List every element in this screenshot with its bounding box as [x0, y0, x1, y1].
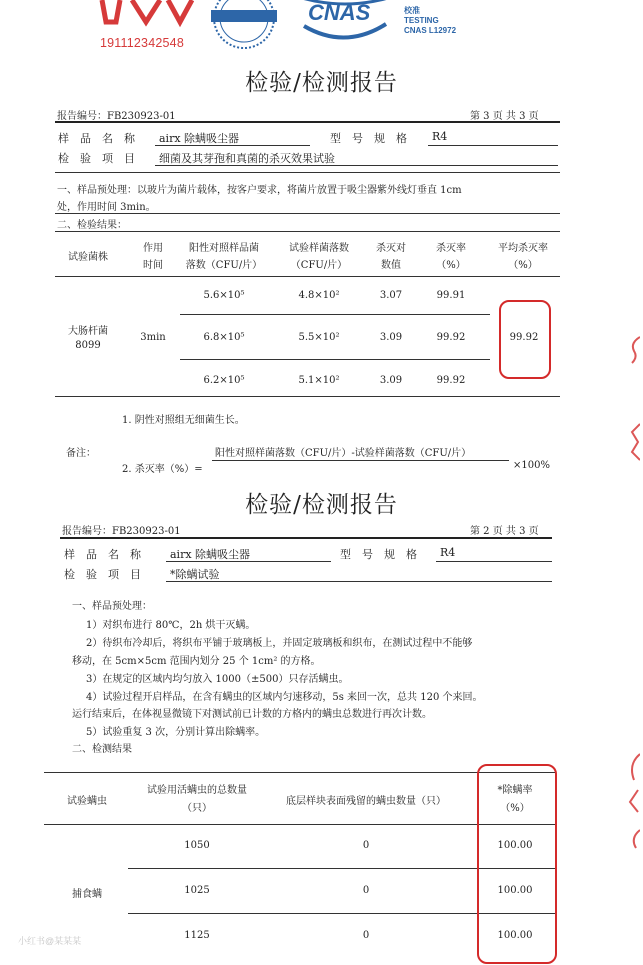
t1-row1-pos: 5.6×10⁵: [203, 290, 245, 301]
report1-formula-numerator: 阳性对照样菌落数（CFU/片）-试验样菌落数（CFU/片）: [215, 448, 472, 459]
t2-row1-total: 1050: [184, 840, 210, 851]
t2-mite-name: 捕食螨: [72, 889, 102, 900]
report1-note-2: 2. 杀灭率（%）=: [122, 464, 203, 475]
t2-header-residual: 底层样块表面残留的螨虫数量（只）: [286, 796, 446, 807]
report1-formula-times: ×100%: [513, 460, 550, 471]
t1-row2-log: 3.09: [379, 332, 403, 343]
report2-item-underline: [166, 581, 552, 582]
cnas-sub3: CNAS L12972: [404, 26, 457, 35]
cnas-logo: [300, 0, 390, 46]
t1-header-time-1: 作用: [143, 243, 163, 254]
t1-row3-log: 3.09: [379, 375, 403, 386]
report2-model-underline: [436, 561, 552, 562]
report1-table-top-rule: [55, 231, 560, 232]
t1-row3-pos: 6.2×10⁵: [203, 375, 245, 386]
t2-header-total: [128, 782, 266, 818]
report1-model-value: R4: [432, 130, 448, 143]
t1-row2-pos: 6.8×10⁵: [203, 332, 245, 343]
ilac-logo: [205, 0, 283, 52]
t1-header-time: [128, 240, 178, 274]
t1-average-value: 99.92: [509, 332, 539, 343]
t2-header-rate-2: （%）: [500, 803, 530, 814]
report1-title: 检验/检测报告: [245, 70, 398, 96]
report1-results-title: 二、检验结果：: [57, 220, 127, 231]
t1-header-rate-1: 杀灭率: [436, 243, 466, 254]
report2-step-1: 1）对织布进行 80℃，2h 烘干灭螨。: [86, 620, 256, 631]
t2-row3-total: 1125: [184, 930, 210, 941]
t2-row1-rate: 100.00: [497, 840, 533, 851]
report2-step-5: 5）试验重复 3 次，分别计算出除螨率。: [86, 727, 266, 738]
stamp-fragment-bottom: [626, 750, 640, 850]
report1-item-underline: [155, 165, 558, 166]
cnas-swoosh-icon: [300, 0, 390, 46]
report1-formula-bar: [212, 460, 509, 461]
report2-step-3: 3）在规定的区域内均匀放入 1000（±500）只存活螨虫。: [86, 674, 349, 685]
t1-row3-test: 5.1×10²: [298, 375, 340, 386]
report1-name-label: 样 品 名 称: [58, 132, 135, 145]
stamp-fragment-top: [628, 335, 640, 365]
t1-row2-rate: 99.92: [436, 332, 466, 343]
report1-model-label: 型 号 规 格: [330, 132, 407, 145]
t1-header-average: [487, 240, 559, 274]
t1-row1-rule: [180, 314, 490, 315]
t2-row3-rate: 100.00: [497, 930, 533, 941]
report2-name-label: 样 品 名 称: [64, 548, 141, 561]
report1-item-value: 细菌及其芽孢和真菌的杀灭效果试验: [159, 152, 335, 165]
report2-name-value: airx 除螨吸尘器: [170, 548, 251, 561]
t1-row1-log: 3.07: [379, 290, 403, 301]
t2-header-total-2: （只）: [182, 803, 212, 814]
t1-bottom-rule: [55, 396, 560, 397]
cnas-sub1: 校准: [404, 6, 420, 15]
t1-header-positive-2: 落数（CFU/片）: [185, 260, 263, 271]
report1-name-value: airx 除螨吸尘器: [159, 132, 240, 145]
t1-row3-rate: 99.92: [436, 375, 466, 386]
report2-step-4: 4）试验过程开启样品，在含有螨虫的区域内匀速移动，5s 来回一次，总共 120 个来回。: [86, 692, 483, 703]
report2-page: 第 2 页 共 3 页: [470, 526, 539, 537]
stamp-fragment-mid: [630, 422, 640, 462]
report2-model-value: R4: [440, 546, 456, 559]
t1-header-log-1: 杀灭对: [376, 243, 406, 254]
t1-strain-code: 8099: [75, 340, 101, 351]
report2-step-2-cont: 移动，在 5cm×5cm 范围内划分 25 个 1cm² 的方格。: [72, 656, 321, 667]
report2-name-underline: [166, 561, 331, 562]
report2-number: 报告编号：FB230923-01: [62, 526, 181, 537]
t1-header-test: [270, 240, 368, 274]
t1-header-test-1: 试验样菌落数: [289, 243, 349, 254]
report1-note-label: 备注：: [66, 448, 96, 459]
t1-header-strain: 试验菌株: [68, 252, 108, 263]
t1-header-log-2: 数值: [381, 260, 401, 271]
t1-header-log: [366, 240, 416, 274]
t2-row3-residual: 0: [362, 930, 370, 941]
report2-results-title: 二、检测结果: [72, 744, 132, 755]
watermark: 小红书@某某某: [18, 936, 82, 946]
report1-note-1: 1. 阴性对照组无细菌生长。: [122, 415, 245, 426]
cma-logo: [98, 0, 194, 55]
report1-pretreat-line2: 处，作用时间 3min。: [57, 202, 156, 213]
report1-header-rule: [55, 172, 560, 173]
report1-name-underline: [155, 145, 310, 146]
report1-number: 报告编号：FB230923-01: [57, 111, 176, 122]
cnas-sub2: TESTING: [404, 16, 439, 25]
t2-row2-total: 1025: [184, 885, 210, 896]
t1-row1-rate: 99.91: [436, 290, 466, 301]
t1-strain-name: 大肠杆菌: [68, 326, 108, 337]
t1-time: 3min: [140, 332, 166, 343]
t1-row2-test: 5.5×10²: [298, 332, 340, 343]
report1-item-label: 检 验 项 目: [58, 152, 135, 165]
t1-row1-test: 4.8×10²: [298, 290, 340, 301]
report1-pretreat-line1: 一、样品预处理：以玻片为菌片载体，按客户要求，将菌片放置于吸尘器紫外线灯垂直 1cm: [57, 185, 462, 196]
t1-average-highlight: [499, 300, 551, 379]
t1-header-test-2: （CFU/片）: [290, 260, 348, 271]
svg-text:CNAS: CNAS: [308, 0, 371, 25]
report1-model-underline: [428, 145, 558, 146]
report2-title: 检验/检测报告: [245, 492, 398, 518]
cma-logo-mark: [98, 0, 194, 30]
report2-item-label: 检 验 项 目: [64, 568, 141, 581]
cma-number: 191112342548: [100, 36, 184, 50]
report2-step-4-cont: 运行结束后，在体视显微镜下对测试前已计数的方格内的螨虫总数进行再次计数。: [72, 709, 432, 720]
t1-header-rule: [55, 276, 560, 277]
ilac-seal-icon: [205, 0, 283, 52]
t2-header-rate-1: *除螨率: [497, 785, 533, 796]
t1-header-positive-1: 阳性对照样品菌: [189, 243, 259, 254]
t1-row2-rule: [180, 359, 490, 360]
report2-pretreat-title: 一、样品预处理：: [72, 601, 152, 612]
report1-page: 第 3 页 共 3 页: [470, 111, 539, 122]
report2-step-2: 2）待织布冷却后，将织布平铺于玻璃板上，并固定玻璃板和织布，在测试过程中不能够: [86, 638, 473, 649]
report2-model-label: 型 号 规 格: [340, 548, 417, 561]
t1-header-time-2: 时间: [143, 260, 163, 271]
t1-header-average-1: 平均杀灭率: [498, 243, 548, 254]
t2-header-total-1: 试验用活螨虫的总数量: [147, 785, 247, 796]
t2-row2-residual: 0: [362, 885, 370, 896]
report2-item-value: *除螨试验: [170, 568, 220, 581]
t2-header-mite: 试验螨虫: [67, 796, 107, 807]
t1-header-average-2: （%）: [508, 260, 538, 271]
t2-row1-residual: 0: [362, 840, 370, 851]
t2-row2-rate: 100.00: [497, 885, 533, 896]
t2-rate-highlight: [477, 764, 557, 964]
t1-header-rate: [425, 240, 477, 274]
t1-header-positive: [178, 240, 270, 274]
report2-top-rule: [60, 537, 552, 539]
t1-header-rate-2: （%）: [436, 260, 466, 271]
cnas-caption: [404, 6, 456, 36]
report1-top-rule: [55, 121, 560, 123]
report1-pretreat-rule: [55, 213, 560, 214]
